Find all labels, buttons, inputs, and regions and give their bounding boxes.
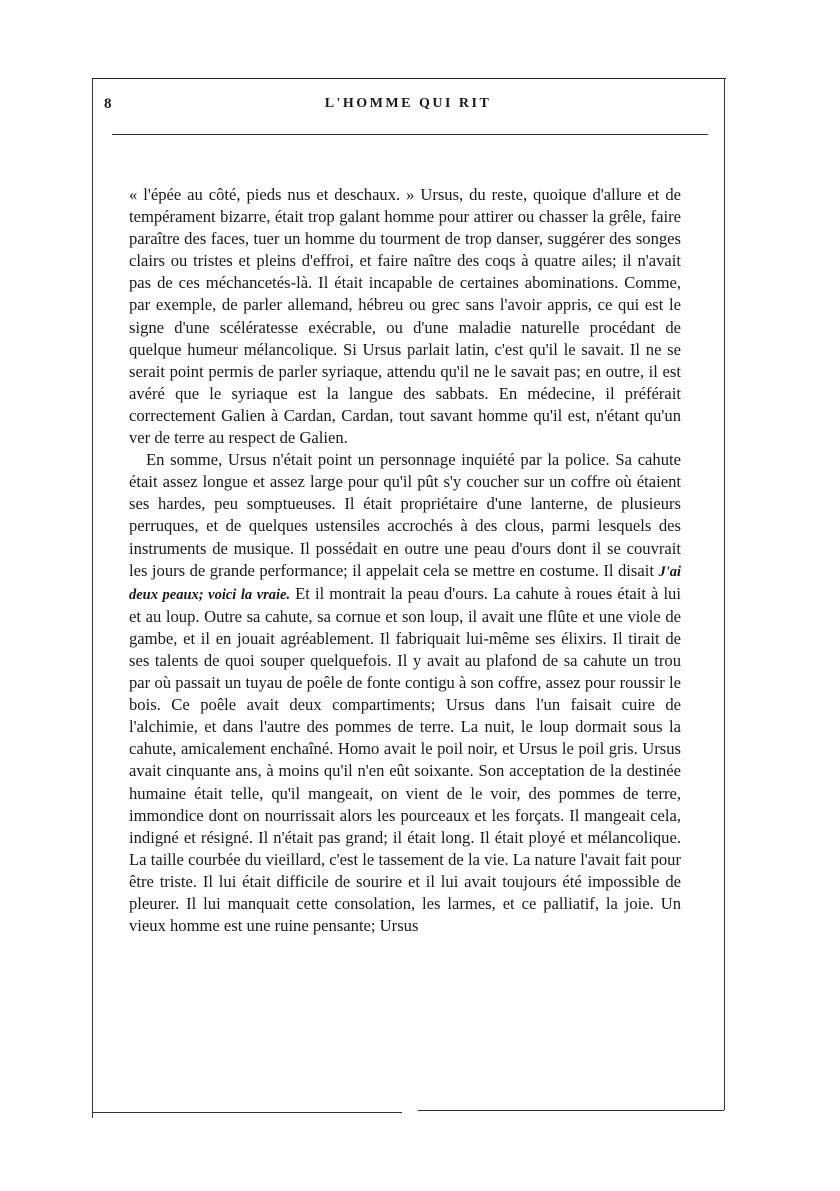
paragraph (129, 449, 681, 937)
frame-top-rule (92, 78, 726, 79)
frame-bottom-rule-right (418, 1110, 724, 1111)
header-rule (112, 134, 708, 135)
frame-bottom-rule-left (92, 1112, 402, 1113)
body-text (129, 184, 681, 937)
page-header (100, 96, 716, 118)
italic-quote: J'ai deux peaux; voici la vraie. (129, 563, 681, 603)
frame-right-rule (724, 78, 725, 1110)
paragraph-text: En somme, Ursus n'était point un personnage inquiété par la police. Sa cahute était assez longue et assez large pour qu'il pût s'y coucher sur un coffre où étaient ses hardes, peu somptueuses. Il était propriétaire d'une lanterne, de plusieurs perruques, et de quelques ustensiles accrochés à des clous, parmi lesquels des instruments de musique. Il possédait en outre une peau d'ours dont il se couvrait les jours de grande performance; il appelait cela se mettre en costume. Il disait (129, 450, 681, 580)
running-title: L'HOMME QUI RIT (324, 96, 492, 111)
frame-left-rule (92, 78, 93, 1118)
page-number: 8 (104, 96, 112, 112)
paragraph: « l'épée au côté, pieds nus et deschaux. » Ursus, du reste, quoique d'allure et de tempérament bizarre, était trop galant homme pour attirer ou chasser la grêle, faire paraître des faces, tuer un homme du tourment de trop danser, suggérer des songes clairs ou tristes et pleins d'effroi, et faire naître des coqs à quatre ailes; il n'avait pas de ces méchancetés-là. Il était incapable de certaines abominations. Comme, par exemple, de parler allemand, hébreu ou grec sans l'avoir appris, ce qui est le signe d'une scélératesse exécrable, ou d'une maladie naturelle procédant de quelque humeur mélancolique. Si Ursus parlait latin, c'est qu'il le savait. Il ne se serait point permis de parler syriaque, attendu qu'il ne le savait pas; en outre, il est avéré que le syriaque est la langue des sabbats. En médecine, il préférait correctement Galien à Cardan, Cardan, tout savant homme qu'il est, n'étant qu'un ver de terre au respect de Galien. (129, 185, 681, 448)
paragraph-text: Et il montrait la peau d'ours. La cahute à roues était à lui et au loup. Outre sa cahute, sa cornue et son loup, il avait une flûte et une viole de gambe, et il en jouait agréablement. Il fabriquait lui-même ses élixirs. Il tirait de ses talents de quoi souper quelquefois. Il y avait au plafond de sa cahute un trou par où passait un tuyau de poêle de fonte contigu à son coffre, assez pour roussir le bois. Ce poêle avait deux compartiments; Ursus dans l'un faisait cuire de l'alchimie, et dans l'autre des pommes de terre. La nuit, le loup dormait sous la cahute, amicalement enchaîné. Homo avait le poil noir, et Ursus le poil gris. Ursus avait cinquante ans, à moins qu'il n'en eût soixante. Son acceptation de la destinée humaine était telle, qu'il mangeait, on vient de le voir, des pommes de terre, immondice dont on nourrissait alors les pourceaux et les forçats. Il mangeait cela, indigné et résigné. Il n'était pas grand; il était long. Il était ployé et mélancolique. La taille courbée du vieillard, c'est le tassement de la vie. La nature l'avait fait pour être triste. Il lui était difficile de sourire et il lui avait toujours été impossible de pleurer. Il lui manquait cette consolation, les larmes, et ce palliatif, la joie. Un vieux homme est une ruine pensante; Ursus (129, 583, 681, 936)
